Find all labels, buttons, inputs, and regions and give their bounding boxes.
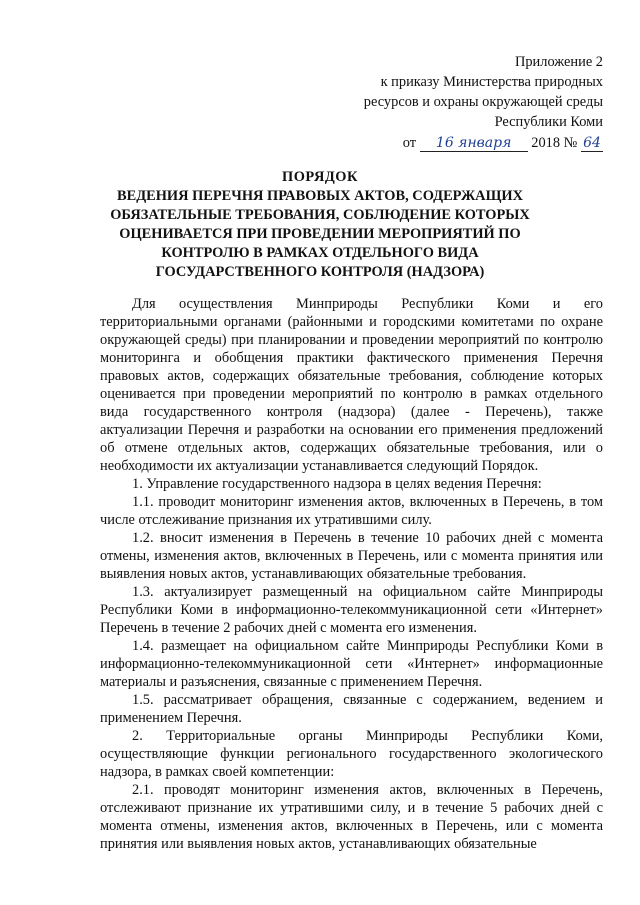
document-title [70,168,570,282]
paragraph-1-5: 1.5. рассматривает обращения, связанные с содержанием, ведением и применением Перечня. [100,692,603,726]
ministry-name-line: ресурсов и охраны окружающей среды [363,94,603,110]
date-year: 2018 [531,135,561,151]
paragraph-1-4: 1.4. размещает на официальном сайте Минприроды Республики Коми в информационно-телекоммуникационной сети «Интернет» информационные материалы и разъяснения, связанные с применением Перечня. [100,638,603,690]
title-line-4: ОЦЕНИВАЕТСЯ ПРИ ПРОВЕДЕНИИ МЕРОПРИЯТИЙ ПО [119,226,521,242]
paragraph-2: 2. Территориальные органы Минприроды Республики Коми, осуществляющие функции регионального государственного экологического надзора, в рамках своей компетенции: [100,728,603,780]
document-body [100,295,603,853]
order-reference-line: к приказу Министерства природных [380,74,603,90]
appendix-header [364,52,603,153]
title-line-2: ВЕДЕНИЯ ПЕРЕЧНЯ ПРАВОВЫХ АКТОВ, СОДЕРЖАЩИХ [117,188,523,204]
paragraph-1-1: 1.1. проводит мониторинг изменения актов, включенных в Перечень, в том числе отслеживание признания их утратившими силу. [100,494,603,528]
paragraph-1-2: 1.2. вносит изменения в Перечень в течение 10 рабочих дней с момента отмены, изменения актов, включенных в Перечень, или с момента принятия или выявления новых актов, устанавливающих обязательные требования. [100,530,603,582]
paragraph-1-3: 1.3. актуализирует размещенный на официальном сайте Минприроды Республики Коми в информационно-телекоммуникационной сети «Интернет» Перечень в течение 2 рабочих дней с момента его изменения. [100,584,603,636]
title-line-5: КОНТРОЛЮ В РАМКАХ ОТДЕЛЬНОГО ВИДА [161,245,479,261]
appendix-label: Приложение 2 [514,54,603,70]
title-line-3: ОБЯЗАТЕЛЬНЫЕ ТРЕБОВАНИЯ, СОБЛЮДЕНИЕ КОТОРЫХ [110,207,530,223]
republic-name-line: Республики Коми [494,114,603,130]
title-line-1: ПОРЯДОК [282,169,358,185]
paragraph-intro: Для осуществления Минприроды Республики Коми и его территориальными органами (районными и городскими комитетами по охране окружающей среды) при планировании и проведении мероприятий по контролю мониторинга и обобщения практики фактического применения Перечня правовых актов, содержащих обязательные требования, соблюдение которых оценивается при проведении мероприятий по контролю в рамках отдельного вида государственного контроля (надзора) (далее - Перечень), также актуализации Перечня и разработки на основании его применения предложений об отмене отдельных актов, содержащих обязательные требования, или о необходимости их актуализации устанавливается следующий Порядок. [100,296,603,474]
handwritten-order-number: 64 [581,135,603,152]
date-prefix: от [402,135,417,151]
handwritten-date: 16 января [420,135,528,152]
order-date-line [364,133,603,153]
paragraph-1: 1. Управление государственного надзора в целях ведения Перечня: [132,476,542,492]
title-line-6: ГОСУДАРСТВЕННОГО КОНТРОЛЯ (НАДЗОРА) [155,264,485,280]
number-sign: № [563,135,578,151]
paragraph-2-1: 2.1. проводят мониторинг изменения актов, включенных в Перечень, отслеживают признание их утратившими силу, и в течение 5 рабочих дней с момента отмены, изменения актов, включенных в Перечень, или с момента принятия или выявления новых актов, устанавливающих обязательные [100,782,603,852]
